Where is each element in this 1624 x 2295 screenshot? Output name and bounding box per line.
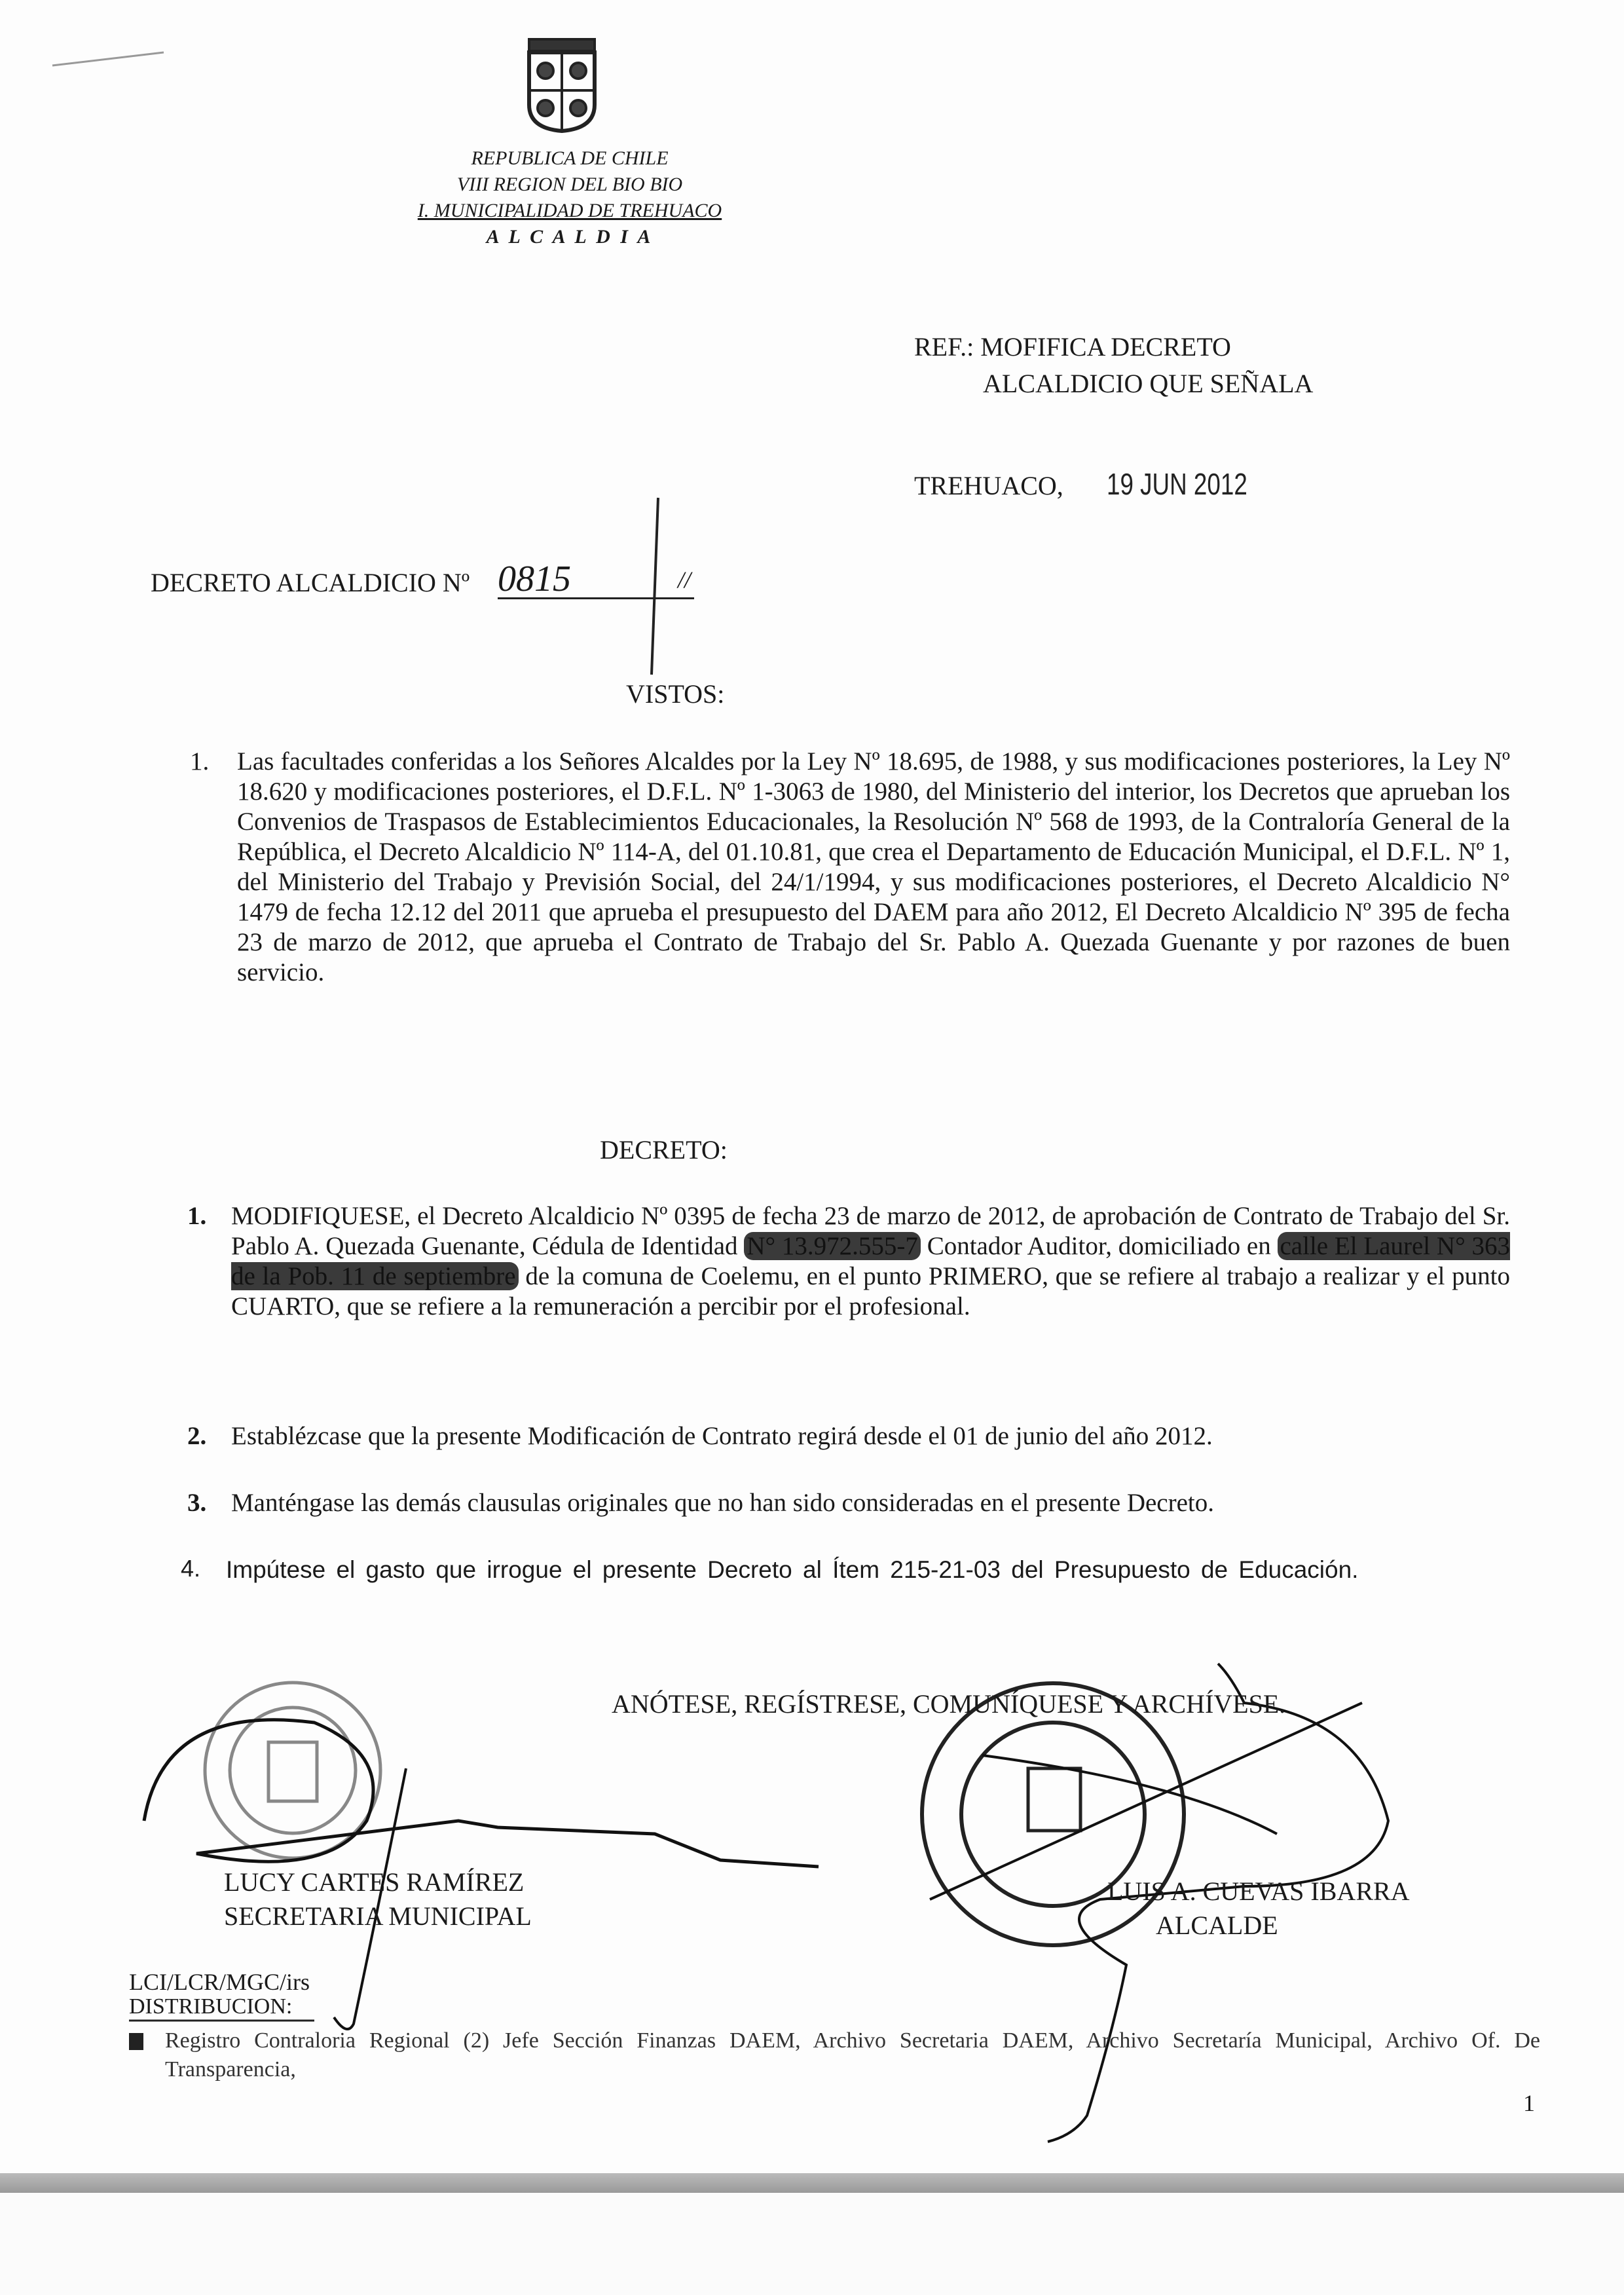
place: TREHUACO, xyxy=(914,471,1063,500)
signatory-left-name: LUCY CARTES RAMÍREZ xyxy=(224,1867,525,1897)
decreto-item-2: Establézcase que la presente Modificación de Contrato regirá desde el 01 de junio del año 2012. xyxy=(231,1422,1213,1450)
page-number: 1 xyxy=(1523,2090,1535,2116)
distribution-title: DISTRIBUCION: xyxy=(129,1994,293,2019)
signature-left-flourish xyxy=(334,1768,406,2029)
decreto-item-4: Impútese el gasto que irrogue el presente Decreto al Ítem 215-21-03 del Presupuesto de Educación. xyxy=(226,1556,1359,1583)
decreto-item-number-2: 2. xyxy=(187,1422,207,1450)
header-line-alcaldia: A L C A L D I A xyxy=(486,226,654,248)
decreto-item-1 xyxy=(231,1201,1510,1322)
redacted-id: N° 13.972.555-7 xyxy=(744,1232,921,1260)
date-stamp: 19 JUN 2012 xyxy=(1107,467,1247,501)
decree-number-line xyxy=(498,558,694,599)
signatory-right-title: ALCALDE xyxy=(1156,1911,1278,1940)
signature-left xyxy=(144,1720,819,1867)
vistos-item-text: Las facultades conferidas a los Señores Alcaldes por la Ley Nº 18.695, de 1988, y sus modificaciones posteriores, la Ley Nº 18.620 y modificaciones posteriores, el D.F.L. Nº 1-3063 de 1980, del Ministerio del interior, los Decretos que aprueban los Convenios de Traspasos de Establecimientos Educacionales, la Resolución Nº 568 de 1993, de la Contraloría General de la República, el Decreto Alcaldicio Nº 114-A, del 01.10.81, que crea el Departamento de Educación Municipal, el D.F.L. Nº 1, del Ministerio del Trabajo y Previsión Social, del 24/1/1994, y sus modificaciones posteriores, el Decreto Alcaldicio N° 1479 de fecha 12.12 del 2011 que aprueba el presupuesto del DAEM para año 2012, El Decreto Alcaldicio Nº 395 de fecha 23 de marzo de 2012, que aprueba el Contrato de Trabajo del Sr. Pablo A. Quezada Guenante y por razones de buen servicio. xyxy=(237,747,1510,986)
decreto-item-1-text-b: Contador Auditor, domiciliado en xyxy=(920,1232,1278,1260)
closing-formula: ANÓTESE, REGÍSTRESE, COMUNÍQUESE Y ARCHÍVESE. xyxy=(612,1689,1286,1719)
crest xyxy=(529,39,595,131)
scan-mark xyxy=(52,52,164,65)
decree-number-handwritten: 0815 xyxy=(498,559,571,599)
signatory-left-title: SECRETARIA MUNICIPAL xyxy=(224,1901,532,1931)
decreto-item-number-1: 1. xyxy=(187,1202,207,1230)
decree-label: DECRETO ALCALDICIO Nº xyxy=(151,568,470,597)
header-line-region: VIII REGION DEL BIO BIO xyxy=(456,174,683,195)
header-line-municipalidad: I. MUNICIPALIDAD DE TREHUACO xyxy=(417,200,722,221)
scan-margin xyxy=(0,2193,1624,2295)
stamp-left xyxy=(205,1683,380,1858)
decreto-title: DECRETO: xyxy=(600,1135,728,1165)
ref-line-1: REF.: MOFIFICA DECRETO xyxy=(914,332,1231,362)
signature-right-cross xyxy=(930,1703,1362,1899)
redacted-address: calle El Laurel N° 363 de la Pob. 11 de septiembre xyxy=(231,1232,1510,1290)
decreto-item-1-text-a: MODIFIQUESE, el Decreto Alcaldicio Nº 0395 de fecha 23 de marzo de 2012, de aprobación de Contrato de Trabajo del Sr. Pablo A. Quezada Guenante, Cédula de Identidad xyxy=(231,1202,1510,1260)
decreto-item-1-text-c: de la comuna de Coelemu, en el punto PRIMERO, que se refiere al trabajo a realizar y el punto CUARTO, que se refiere a la remuneración a percibir por el profesional. xyxy=(231,1262,1511,1320)
scan-edge xyxy=(0,2173,1624,2193)
signatory-right-name: LUIS A. CUEVAS IBARRA xyxy=(1107,1876,1410,1906)
decreto-item-3: Manténgase las demás clausulas originales que no han sido consideradas en el presente Decreto. xyxy=(231,1489,1214,1517)
decreto-item-number-3: 3. xyxy=(187,1489,207,1517)
vistos-item-number: 1. xyxy=(190,747,210,775)
bullet-icon xyxy=(129,2033,143,2050)
distribution-text: Registro Contraloria Regional (2) Jefe Sección Finanzas DAEM, Archivo Secretaria DAEM, Archivo Secretaría Municipal, Archivo Of. De Transparencia, xyxy=(165,2028,1540,2081)
decree-suffix: // xyxy=(678,567,692,593)
initials: LCI/LCR/MGC/irs xyxy=(129,1969,310,1995)
vistos-title: VISTOS: xyxy=(626,679,725,709)
ref-line-2: ALCALDICIO QUE SEÑALA xyxy=(983,369,1314,398)
decreto-item-number-4: 4. xyxy=(181,1555,201,1582)
header-line-republica: REPUBLICA DE CHILE xyxy=(471,147,669,169)
